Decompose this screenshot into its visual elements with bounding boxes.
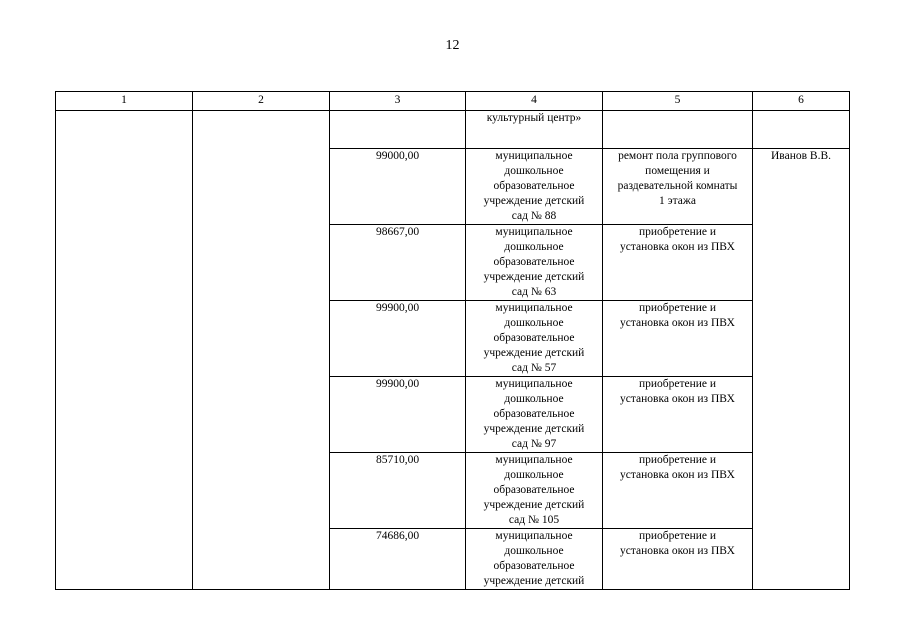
purpose-line: приобретение и bbox=[638, 454, 717, 466]
institution-cell bbox=[466, 529, 603, 590]
institution-line: дошкольное bbox=[504, 317, 564, 329]
institution-line: учреждение детский bbox=[483, 347, 585, 359]
institution-line: учреждение детский bbox=[483, 195, 585, 207]
institution-line: образовательное bbox=[493, 408, 575, 420]
purpose-line: 1 этажа bbox=[659, 195, 696, 207]
institution-fragment-cell: культурный центр» bbox=[466, 111, 603, 149]
purpose-line: приобретение и bbox=[638, 302, 717, 314]
purpose-line: ремонт пола группового bbox=[618, 150, 737, 162]
purpose-cell bbox=[603, 225, 753, 301]
institution-cell bbox=[466, 301, 603, 377]
institution-line: муниципальное bbox=[495, 378, 573, 390]
responsible-cell-top bbox=[753, 111, 850, 149]
institution-line: дошкольное bbox=[504, 545, 564, 557]
institution-cell bbox=[466, 453, 603, 529]
institution-line: муниципальное bbox=[495, 530, 573, 542]
purpose-line: раздевательной комнаты bbox=[617, 180, 738, 192]
purpose-line: установка окон из ПВХ bbox=[620, 545, 735, 557]
purpose-line: помещения и bbox=[645, 165, 710, 177]
purpose-cell bbox=[603, 377, 753, 453]
column-header-2: 2 bbox=[193, 92, 330, 111]
institution-line: учреждение детский bbox=[483, 499, 585, 511]
amount-cell: 99900,00 bbox=[330, 377, 466, 453]
purpose-line: установка окон из ПВХ bbox=[620, 317, 735, 329]
institution-line: учреждение детский bbox=[483, 271, 585, 283]
institution-line: образовательное bbox=[493, 484, 575, 496]
institution-line: образовательное bbox=[493, 256, 575, 268]
header-row bbox=[56, 92, 850, 111]
purpose-line: приобретение и bbox=[638, 378, 717, 390]
page-number: 12 bbox=[445, 38, 460, 53]
purpose-cell bbox=[603, 453, 753, 529]
column-header-5: 5 bbox=[603, 92, 753, 111]
amount-cell: 74686,00 bbox=[330, 529, 466, 590]
institution-line: образовательное bbox=[493, 180, 575, 192]
amount-cell: 99900,00 bbox=[330, 301, 466, 377]
institution-cell bbox=[466, 377, 603, 453]
institution-line: дошкольное bbox=[504, 165, 564, 177]
purpose-cell bbox=[603, 301, 753, 377]
purpose-line: установка окон из ПВХ bbox=[620, 469, 735, 481]
institution-line: образовательное bbox=[493, 560, 575, 572]
purpose-line: установка окон из ПВХ bbox=[620, 241, 735, 253]
institution-line: дошкольное bbox=[504, 393, 564, 405]
institution-cell bbox=[466, 225, 603, 301]
institution-line: муниципальное bbox=[495, 226, 573, 238]
table-row bbox=[56, 111, 850, 149]
amount-cell: 99000,00 bbox=[330, 149, 466, 225]
purpose-line: приобретение и bbox=[638, 226, 717, 238]
institution-line: дошкольное bbox=[504, 241, 564, 253]
purpose-cell bbox=[603, 529, 753, 590]
column-1-cell bbox=[56, 111, 193, 590]
institution-line: муниципальное bbox=[495, 302, 573, 314]
institution-line: сад № 105 bbox=[508, 514, 560, 526]
institution-cell bbox=[466, 149, 603, 225]
institution-line: дошкольное bbox=[504, 469, 564, 481]
amount-cell: 85710,00 bbox=[330, 453, 466, 529]
purpose-line: приобретение и bbox=[638, 530, 717, 542]
column-header-4: 4 bbox=[466, 92, 603, 111]
institution-line: муниципальное bbox=[495, 150, 573, 162]
column-2-cell bbox=[193, 111, 330, 590]
purpose-cell bbox=[603, 149, 753, 225]
column-header-6: 6 bbox=[753, 92, 850, 111]
institution-line: сад № 88 bbox=[511, 210, 557, 222]
institution-line: сад № 63 bbox=[511, 286, 557, 298]
purpose-cell bbox=[603, 111, 753, 149]
column-header-1: 1 bbox=[56, 92, 193, 111]
amount-cell bbox=[330, 111, 466, 149]
institution-line: образовательное bbox=[493, 332, 575, 344]
amount-cell: 98667,00 bbox=[330, 225, 466, 301]
institution-line: муниципальное bbox=[495, 454, 573, 466]
institution-line: сад № 97 bbox=[511, 438, 557, 450]
allocation-table bbox=[55, 91, 850, 590]
institution-line: сад № 57 bbox=[511, 362, 557, 374]
responsible-person-cell: Иванов В.В. bbox=[753, 149, 850, 590]
purpose-line: установка окон из ПВХ bbox=[620, 393, 735, 405]
institution-line: учреждение детский bbox=[483, 423, 585, 435]
institution-line: учреждение детский bbox=[483, 575, 585, 587]
column-header-3: 3 bbox=[330, 92, 466, 111]
